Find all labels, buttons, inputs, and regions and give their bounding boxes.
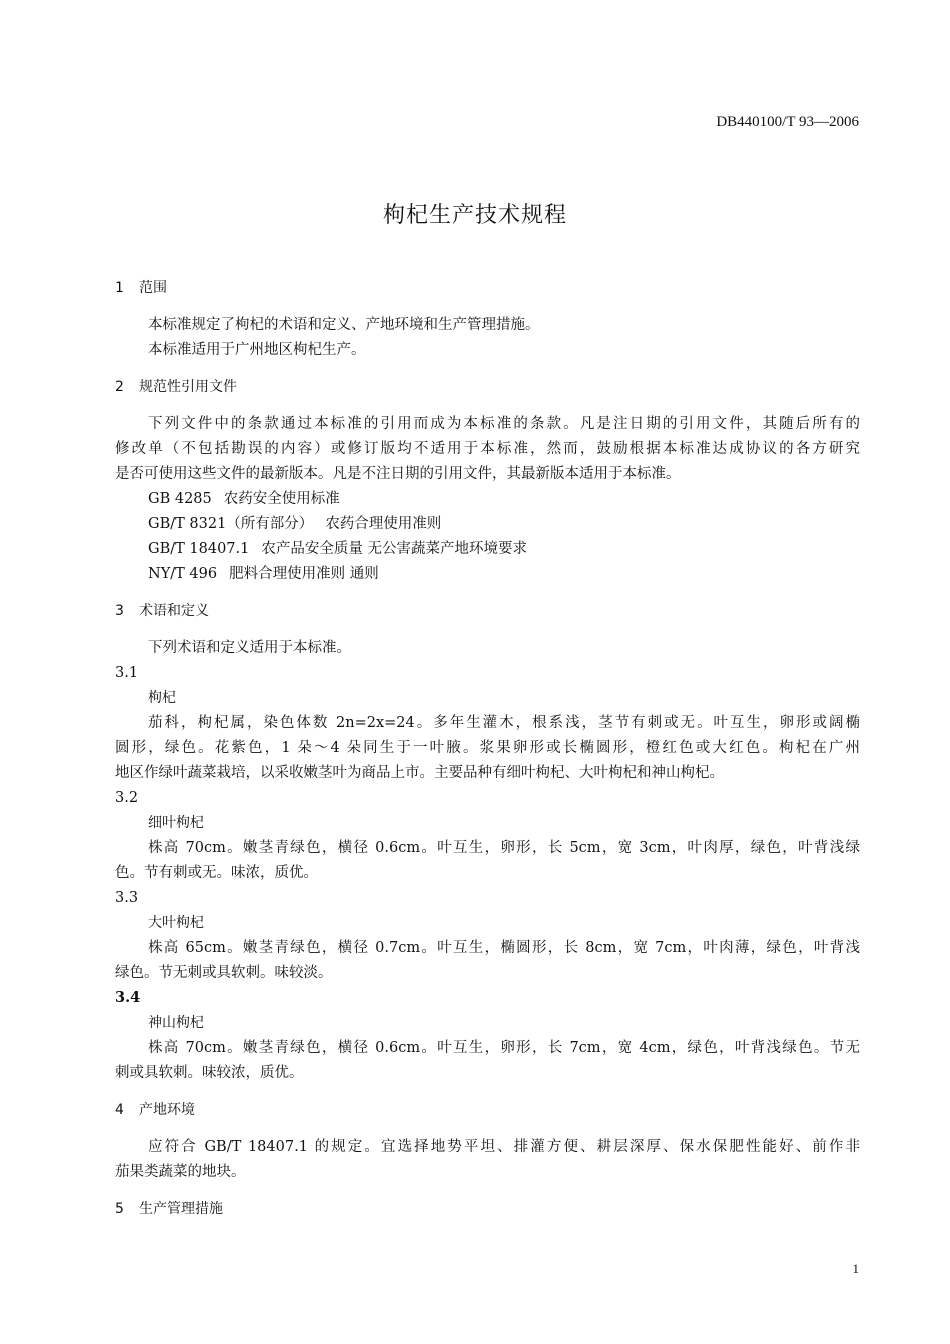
reference-item <box>148 539 527 559</box>
section-number: 4 <box>115 1102 124 1118</box>
section-title: 术语和定义 <box>139 603 209 619</box>
reference-code: GB 4285 <box>148 491 212 507</box>
reference-code: GB/T 8321（所有部分） <box>148 516 314 532</box>
section-title: 生产管理措施 <box>139 1201 223 1217</box>
paragraph-line: 应符合 GB/T 18407.1 的规定。宜选择地势平坦、排灌方便、耕层深厚、保水保肥性能好、前作非 <box>148 1139 860 1155</box>
term-name: 大叶枸杞 <box>148 915 204 931</box>
paragraph-line: 茄果类蔬菜的地块。 <box>115 1164 246 1180</box>
section-1-heading <box>115 278 167 298</box>
paragraph-line: 株高 70cm。嫩茎青绿色，横径 0.6cm。叶互生，卵形，长 7cm，宽 4cm，绿色，叶背浅绿色。节无 <box>148 1040 860 1056</box>
reference-item <box>148 514 441 534</box>
reference-name: 农产品安全质量 无公害蔬菜产地环境要求 <box>261 541 527 557</box>
subsection-number: 3.2 <box>115 790 139 806</box>
paragraph-line: 本标准规定了枸杞的术语和定义、产地环境和生产管理措施。 <box>148 317 540 333</box>
section-4-heading <box>115 1100 195 1120</box>
section-number: 1 <box>115 280 124 296</box>
reference-name: 肥料合理使用准则 通则 <box>229 566 379 582</box>
section-title: 范围 <box>139 280 167 296</box>
reference-code: NY/T 496 <box>148 566 218 582</box>
term-name: 细叶枸杞 <box>148 815 204 831</box>
subsection-number: 3.4 <box>115 989 141 1006</box>
paragraph-line: 色。节有刺或无。味浓，质优。 <box>115 865 318 881</box>
paragraph-line: 绿色。节无刺或具软刺。味较淡。 <box>115 965 333 981</box>
paragraph-line: 圆形，绿色。花紫色，1 朵～4 朵同生于一叶腋。浆果卵形或长椭圆形，橙红色或大红色。枸杞在广州 <box>115 740 860 756</box>
section-title: 规范性引用文件 <box>139 379 237 395</box>
section-number: 5 <box>115 1201 124 1217</box>
document-title: 枸杞生产技术规程 <box>382 203 567 228</box>
paragraph-line: 地区作绿叶蔬菜栽培，以采收嫩茎叶为商品上市。主要品种有细叶枸杞、大叶枸杞和神山枸杞。 <box>115 765 724 781</box>
subsection-number: 3.3 <box>115 890 139 906</box>
section-number: 3 <box>115 603 124 619</box>
reference-item <box>148 489 340 509</box>
section-title: 产地环境 <box>139 1102 195 1118</box>
section-3-heading <box>115 601 209 621</box>
paragraph-line: 下列文件中的条款通过本标准的引用而成为本标准的条款。凡是注日期的引用文件，其随后所有的 <box>148 416 860 432</box>
paragraph-line: 株高 70cm。嫩茎青绿色，横径 0.6cm。叶互生，卵形，长 5cm，宽 3cm，叶肉厚，绿色，叶背浅绿 <box>148 840 860 856</box>
paragraph-line: 株高 65cm。嫩茎青绿色，横径 0.7cm。叶互生，椭圆形，长 8cm，宽 7cm，叶肉薄，绿色，叶背浅 <box>148 940 860 956</box>
paragraph-line: 是否可使用这些文件的最新版本。凡是不注日期的引用文件，其最新版本适用于本标准。 <box>115 466 681 482</box>
paragraph-line: 本标准适用于广州地区枸杞生产。 <box>148 342 366 358</box>
standard-code: DB440100/T 93—2006 <box>716 114 859 130</box>
reference-name: 农药合理使用准则 <box>325 516 442 532</box>
section-number: 2 <box>115 379 124 395</box>
reference-code: GB/T 18407.1 <box>148 541 250 557</box>
section-2-heading <box>115 377 237 397</box>
reference-item <box>148 564 379 584</box>
reference-name: 农药安全使用标准 <box>223 491 340 507</box>
section-5-heading <box>115 1199 223 1219</box>
paragraph-line: 下列术语和定义适用于本标准。 <box>148 640 351 656</box>
paragraph-line: 茄科，枸杞属，染色体数 2n=2x=24。多年生灌木，根系浅，茎节有刺或无。叶互生，卵形或阔椭 <box>148 715 860 731</box>
page-number: 1 <box>852 1261 859 1276</box>
subsection-number: 3.1 <box>115 665 139 681</box>
paragraph-line: 修改单（不包括勘误的内容）或修订版均不适用于本标准，然而，鼓励根据本标准达成协议的各方研究 <box>115 441 860 457</box>
paragraph-line: 刺或具软刺。味较浓，质优。 <box>115 1065 304 1081</box>
term-name: 枸杞 <box>148 690 176 706</box>
term-name: 神山枸杞 <box>148 1015 204 1031</box>
